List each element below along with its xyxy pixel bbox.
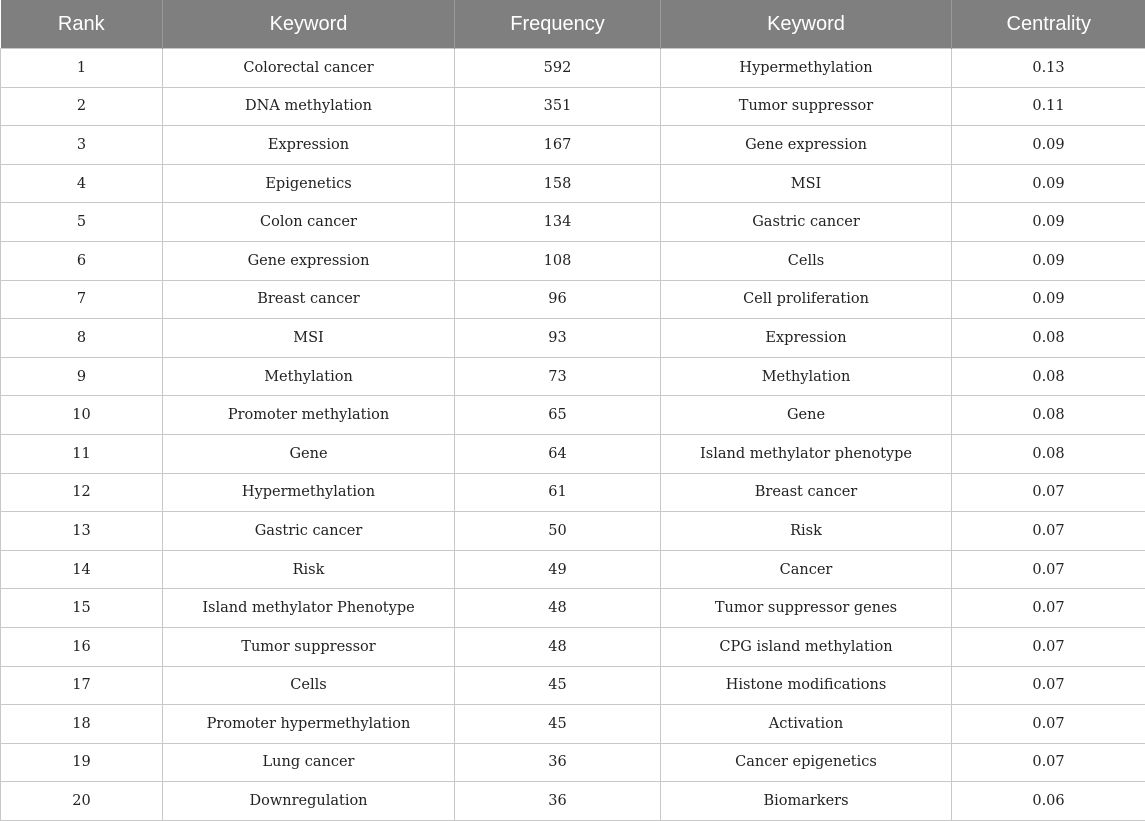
table-row [1,512,1145,551]
cell-centrality: 0.07 [952,627,1145,666]
cell-centrality: 0.07 [952,550,1145,589]
cell-keyword-2: CPG island methylation [661,627,952,666]
cell-rank: 16 [1,627,163,666]
cell-centrality: 0.09 [952,203,1145,242]
cell-keyword: Promoter methylation [163,396,455,435]
header-centrality: Centrality [952,0,1145,49]
cell-keyword-2: Risk [661,512,952,551]
cell-rank: 19 [1,743,163,782]
cell-rank: 15 [1,589,163,628]
cell-rank: 9 [1,357,163,396]
cell-frequency: 93 [455,319,661,358]
cell-keyword: Downregulation [163,782,455,821]
cell-rank: 6 [1,241,163,280]
cell-centrality: 0.07 [952,666,1145,705]
cell-keyword-2: Methylation [661,357,952,396]
cell-keyword: Colon cancer [163,203,455,242]
cell-frequency: 50 [455,512,661,551]
cell-keyword: Island methylator Phenotype [163,589,455,628]
cell-centrality: 0.07 [952,705,1145,744]
header-frequency: Frequency [455,0,661,49]
cell-keyword: Gastric cancer [163,512,455,551]
table-row [1,280,1145,319]
cell-keyword-2: Hypermethylation [661,49,952,88]
cell-rank: 12 [1,473,163,512]
table-row [1,627,1145,666]
table-row [1,396,1145,435]
cell-frequency: 36 [455,782,661,821]
cell-rank: 18 [1,705,163,744]
cell-frequency: 134 [455,203,661,242]
cell-centrality: 0.09 [952,280,1145,319]
cell-rank: 7 [1,280,163,319]
cell-keyword-2: Cell proliferation [661,280,952,319]
table-row [1,357,1145,396]
cell-centrality: 0.08 [952,319,1145,358]
cell-keyword: Expression [163,126,455,165]
cell-keyword-2: Tumor suppressor [661,87,952,126]
cell-keyword: Gene expression [163,241,455,280]
table-body [1,49,1145,821]
cell-frequency: 36 [455,743,661,782]
cell-frequency: 65 [455,396,661,435]
cell-rank: 13 [1,512,163,551]
cell-frequency: 64 [455,434,661,473]
header-keyword: Keyword [163,0,455,49]
cell-keyword-2: MSI [661,164,952,203]
cell-keyword-2: Cancer epigenetics [661,743,952,782]
cell-rank: 5 [1,203,163,242]
cell-keyword: Breast cancer [163,280,455,319]
table-row [1,782,1145,821]
cell-frequency: 73 [455,357,661,396]
table-row [1,550,1145,589]
cell-frequency: 48 [455,627,661,666]
cell-keyword: MSI [163,319,455,358]
cell-frequency: 96 [455,280,661,319]
table-row [1,473,1145,512]
table-row [1,743,1145,782]
cell-keyword: Cells [163,666,455,705]
cell-rank: 11 [1,434,163,473]
cell-keyword-2: Activation [661,705,952,744]
cell-centrality: 0.11 [952,87,1145,126]
cell-rank: 8 [1,319,163,358]
cell-centrality: 0.07 [952,589,1145,628]
cell-keyword: Epigenetics [163,164,455,203]
cell-keyword-2: Gastric cancer [661,203,952,242]
cell-keyword: DNA methylation [163,87,455,126]
cell-centrality: 0.09 [952,241,1145,280]
cell-rank: 1 [1,49,163,88]
table-row [1,126,1145,165]
cell-keyword: Methylation [163,357,455,396]
table-row [1,666,1145,705]
table-row [1,434,1145,473]
cell-centrality: 0.08 [952,396,1145,435]
cell-keyword: Colorectal cancer [163,49,455,88]
cell-centrality: 0.06 [952,782,1145,821]
cell-frequency: 592 [455,49,661,88]
cell-centrality: 0.13 [952,49,1145,88]
table-row [1,319,1145,358]
table-row [1,203,1145,242]
cell-frequency: 167 [455,126,661,165]
cell-frequency: 108 [455,241,661,280]
header-rank: Rank [1,0,163,49]
table-row [1,49,1145,88]
cell-rank: 2 [1,87,163,126]
cell-keyword-2: Biomarkers [661,782,952,821]
header-row [1,0,1145,49]
cell-keyword: Hypermethylation [163,473,455,512]
cell-centrality: 0.07 [952,512,1145,551]
cell-keyword: Lung cancer [163,743,455,782]
header-keyword-2: Keyword [661,0,952,49]
cell-keyword-2: Breast cancer [661,473,952,512]
cell-centrality: 0.09 [952,126,1145,165]
cell-keyword: Gene [163,434,455,473]
cell-centrality: 0.08 [952,434,1145,473]
cell-frequency: 45 [455,705,661,744]
table-row [1,705,1145,744]
cell-centrality: 0.08 [952,357,1145,396]
cell-rank: 14 [1,550,163,589]
cell-frequency: 48 [455,589,661,628]
table-row [1,87,1145,126]
cell-rank: 17 [1,666,163,705]
cell-centrality: 0.07 [952,473,1145,512]
cell-keyword: Tumor suppressor [163,627,455,666]
cell-keyword-2: Cells [661,241,952,280]
table-row [1,241,1145,280]
cell-keyword-2: Gene [661,396,952,435]
cell-frequency: 158 [455,164,661,203]
cell-rank: 20 [1,782,163,821]
cell-keyword-2: Expression [661,319,952,358]
cell-frequency: 49 [455,550,661,589]
cell-centrality: 0.09 [952,164,1145,203]
cell-keyword-2: Cancer [661,550,952,589]
cell-keyword-2: Island methylator phenotype [661,434,952,473]
cell-keyword-2: Histone modifications [661,666,952,705]
cell-frequency: 351 [455,87,661,126]
cell-rank: 4 [1,164,163,203]
cell-rank: 10 [1,396,163,435]
cell-frequency: 45 [455,666,661,705]
table-row [1,164,1145,203]
cell-frequency: 61 [455,473,661,512]
cell-keyword-2: Tumor suppressor genes [661,589,952,628]
cell-keyword-2: Gene expression [661,126,952,165]
table-row [1,589,1145,628]
cell-rank: 3 [1,126,163,165]
cell-centrality: 0.07 [952,743,1145,782]
cell-keyword: Risk [163,550,455,589]
table-header [1,0,1145,49]
cell-keyword: Promoter hypermethylation [163,705,455,744]
